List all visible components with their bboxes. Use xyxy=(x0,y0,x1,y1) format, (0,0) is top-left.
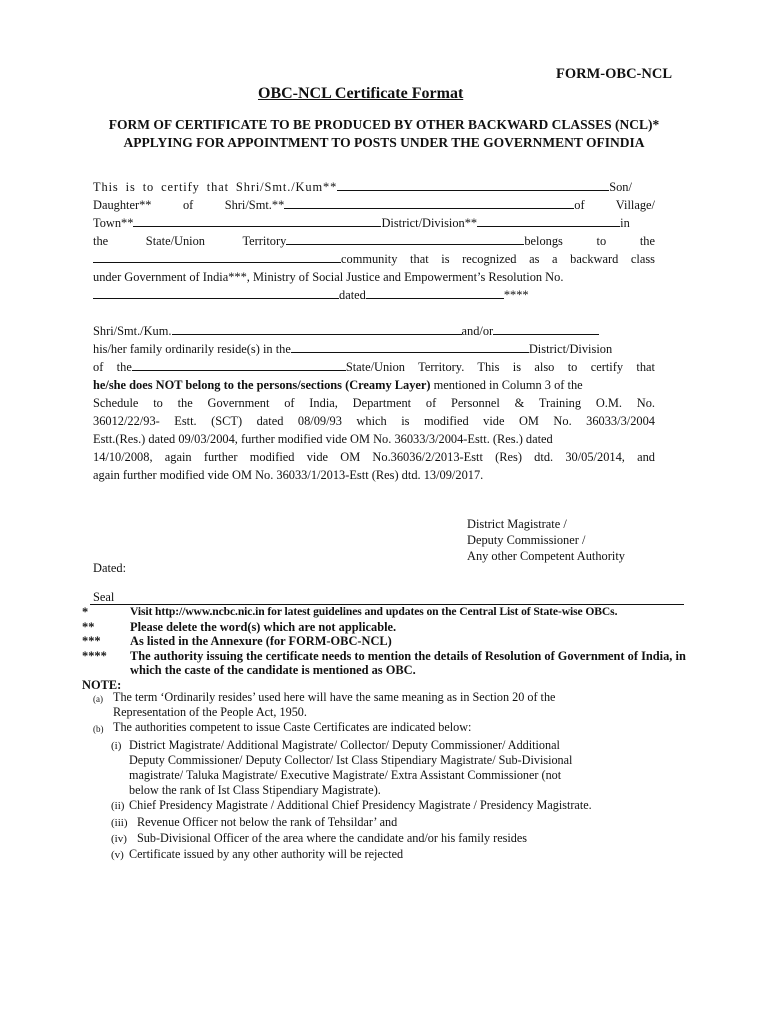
parent-name-blank[interactable] xyxy=(284,197,574,209)
authority-item-v: (v) Certificate issued by any other authority will be rejected xyxy=(111,847,404,862)
certificate-paragraph-2 xyxy=(93,322,655,484)
footnote-1: * Visit http://www.ncbc.nic.in for latest guidelines and updates on the Central List of State-wise OBCs. xyxy=(82,605,618,619)
signatory-line-1: District Magistrate / xyxy=(467,517,567,531)
dated-label: Dated: xyxy=(93,561,127,575)
state-blank[interactable] xyxy=(286,233,524,245)
p2-line-6: 36012/22/93- Estt. (SCT) dated 08/09/93 which is modified vide OM No. 36033/3/2004 xyxy=(93,414,655,428)
signatory-block xyxy=(467,516,625,564)
note-heading: NOTE: xyxy=(82,677,122,692)
town-blank[interactable] xyxy=(133,215,381,227)
p2-line-8: 14/10/2008, again further modified vide OM No.36036/2/2013-Estt (Res) dtd. 30/05/2014, and xyxy=(93,450,655,464)
p2-line-4: he/she does NOT belong to the persons/sections (Creamy Layer) mentioned in Column 3 of the xyxy=(93,378,583,392)
p1-line-1: This is to certify that Shri/Smt./Kum** Son/ xyxy=(93,180,632,194)
district-blank[interactable] xyxy=(477,215,620,227)
footnote-2: ** Please delete the word(s) which are not applicable. xyxy=(82,619,397,634)
signatory-line-3: Any other Competent Authority xyxy=(467,549,625,563)
document-title: OBC-NCL Certificate Format xyxy=(258,85,464,102)
p2-line-5: Schedule to the Government of India, Department of Personnel & Training O.M. No. xyxy=(93,396,655,410)
note-b: (b) The authorities competent to issue Caste Certificates are indicated below: xyxy=(93,720,472,735)
andor-blank[interactable] xyxy=(493,323,599,335)
certificate-paragraph-1 xyxy=(93,178,655,304)
name-blank[interactable] xyxy=(337,179,609,191)
p2-line-3: of the State/Union Territory. This is also to certify that xyxy=(93,360,655,374)
form-id: FORM-OBC-NCL xyxy=(556,66,672,82)
state-territory-blank[interactable] xyxy=(132,359,346,371)
p1-line-6: under Government of India***, Ministry of Social Justice and Empowerment’s Resolution No. xyxy=(93,270,564,284)
p2-line-7: Estt.(Res.) dated 09/03/2004, further modified vide OM No. 36033/3/2004-Estt. (Res.) dated xyxy=(93,432,553,446)
footnote-3: *** As listed in the Annexure (for FORM-OBC-NCL) xyxy=(82,634,392,648)
resolution-date-blank[interactable] xyxy=(366,287,504,299)
p2-line-1: Shri/Smt./Kum. and/or xyxy=(93,322,655,340)
footnote-4: **** The authority issuing the certificate needs to mention the details of Resolution of Government of India, in which the caste of the candidate is mentioned as OBC. xyxy=(82,648,686,677)
p2-line-2: his/her family ordinarily reside(s) in the District/Division xyxy=(93,342,613,356)
community-blank[interactable] xyxy=(93,251,341,263)
seal-label: Seal xyxy=(93,590,115,604)
footnotes xyxy=(80,605,700,692)
residence-blank[interactable] xyxy=(291,341,529,353)
signatory-line-2: Deputy Commissioner / xyxy=(467,533,586,547)
p1-line-4: the State/Union Territory belongs to the xyxy=(93,234,655,248)
p1-line-2: Daughter** of Shri/Smt.** of Village/ xyxy=(93,198,655,212)
resolution-no-blank[interactable] xyxy=(93,287,339,299)
authority-item-iv: (iv) Sub-Divisional Officer of the area where the candidate and/or his family resides xyxy=(111,830,527,845)
p1-line-3: Town** District/Division** in xyxy=(93,216,630,230)
p1-line-5: community that is recognized as a backward class xyxy=(93,250,655,268)
notes-list xyxy=(93,690,693,863)
p1-line-7: dated **** xyxy=(93,286,655,304)
authority-item-iii: (iii) Revenue Officer not below the rank of Tehsildar’ and xyxy=(111,814,398,829)
p2-line-9: again further modified vide OM No. 36033/1/2013-Estt (Res) dtd. 13/09/2017. xyxy=(93,468,484,482)
shri-name-blank[interactable] xyxy=(172,323,462,335)
authority-item-ii: (ii) Chief Presidency Magistrate / Additional Chief Presidency Magistrate / Presidency Magistrate. xyxy=(111,798,592,813)
note-a: (a) The term ‘Ordinarily resides’ used here will have the same meaning as in Section 20 of the Representation of the People Act, 1950. xyxy=(93,690,556,720)
form-subheading: FORM OF CERTIFICATE TO BE PRODUCED BY OTHER BACKWARD CLASSES (NCL)* APPLYING FOR APPOINTMENT TO POSTS UNDER THE GOVERNMENT OFINDIA xyxy=(108,117,660,150)
authority-list xyxy=(93,738,693,864)
authority-item-i: (i) District Magistrate/ Additional Magistrate/ Collector/ Deputy Commissioner/ Additional Deputy Commissioner/ Deputy Collector/ Ist Class Stipendiary Magistrate/ Sub-Divisional magistrate/ Taluka Magistrate/ Executive Magistrate/ Extra Assistant Commissioner (not below the rank of Ist Class Stipendiary Magistrate). xyxy=(111,737,573,798)
